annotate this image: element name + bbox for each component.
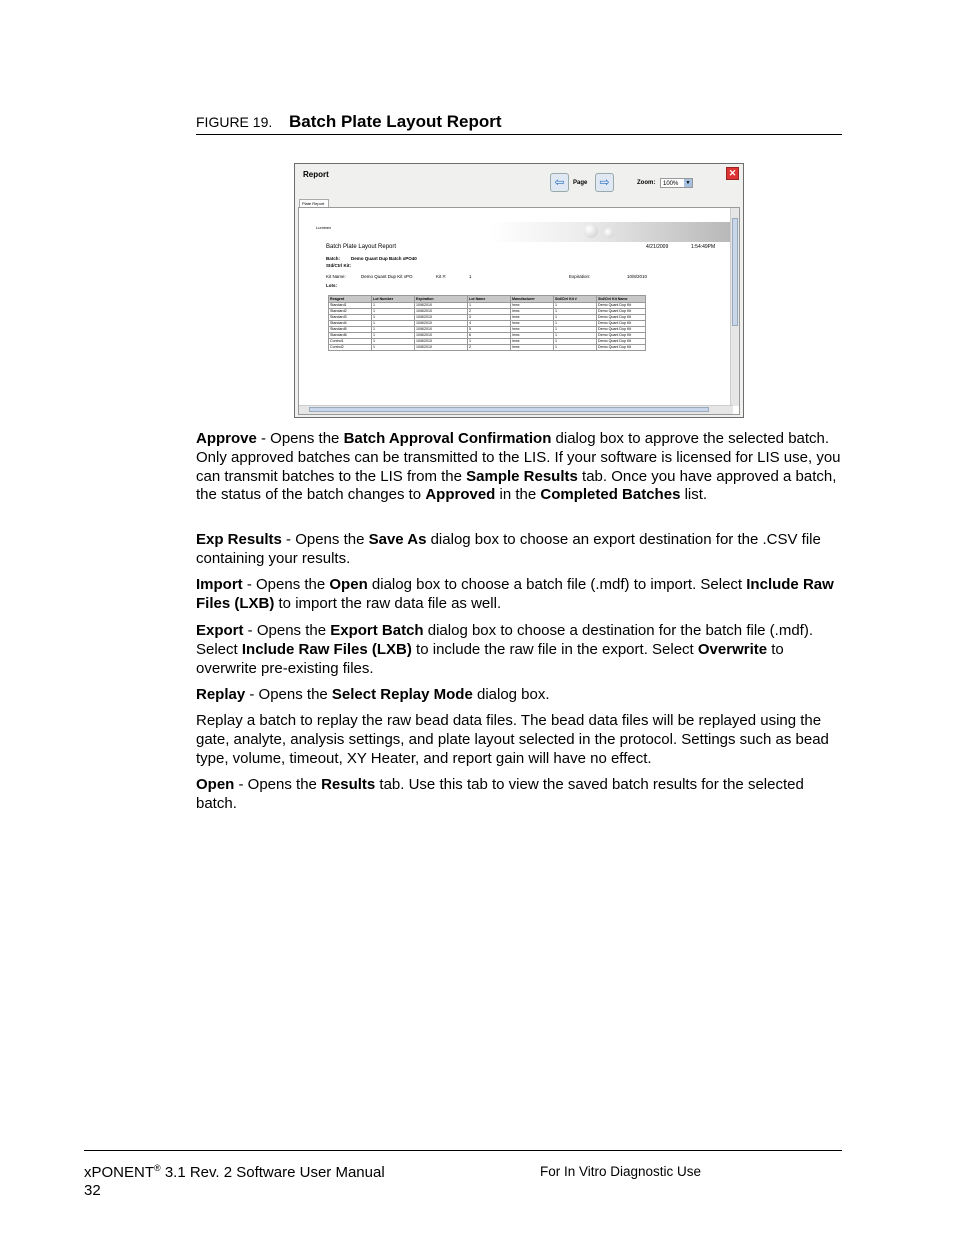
term: Include Raw Files (LXB)	[196, 576, 834, 612]
table-cell: lmnx	[511, 321, 554, 327]
intended-use: For In Vitro Diagnostic Use	[540, 1164, 702, 1179]
text: - Opens the	[281, 531, 369, 548]
table-row	[329, 345, 646, 351]
table-cell: lmnx	[511, 327, 554, 333]
table-cell: 1	[468, 339, 511, 345]
export-description	[196, 622, 846, 678]
term: Batch Approval Confirmation	[343, 430, 552, 447]
term: Export	[196, 622, 244, 639]
banner-decoration	[584, 224, 598, 238]
table-cell: Demo Quant Dup Kit	[597, 309, 646, 315]
expiration-value: 10/8/2010	[627, 274, 648, 279]
table-cell: 2	[468, 309, 511, 315]
banner-decoration	[604, 228, 614, 238]
table-cell: 1	[554, 339, 597, 345]
arrow-right-icon: ⇨	[599, 175, 610, 189]
term: Include Raw Files (LXB)	[241, 640, 412, 658]
kit-name-label: Kit Name:	[326, 274, 346, 279]
table-cell: 10/8/2010	[415, 303, 468, 309]
table-cell: 1	[554, 333, 597, 339]
table-cell: Standard6	[329, 333, 372, 339]
table-cell: 10/8/2010	[415, 309, 468, 315]
text: - Opens the	[234, 776, 322, 793]
report-pane	[298, 207, 740, 415]
tab-plate-report[interactable]: Plate Report	[299, 199, 329, 207]
column-header: Expiration	[415, 296, 468, 303]
table-cell: 1	[554, 315, 597, 321]
replay-description	[196, 686, 846, 705]
scrollbar-thumb[interactable]	[732, 218, 738, 326]
table-cell: 1	[372, 333, 415, 339]
lots-table	[328, 295, 646, 351]
term: Export Batch	[330, 622, 424, 639]
text: in the	[495, 486, 541, 504]
std-ctrl-kit-label: Std/Ctrl Kit:	[326, 263, 351, 268]
table-cell: Control1	[329, 339, 372, 345]
table-cell: Standard3	[329, 315, 372, 321]
import-description	[196, 576, 846, 614]
report-window-title: Report	[303, 170, 329, 179]
manual-title	[84, 1163, 385, 1181]
table-cell: 6	[468, 333, 511, 339]
table-cell: lmnx	[511, 333, 554, 339]
zoom-select[interactable]	[660, 178, 693, 188]
scrollbar-thumb[interactable]	[309, 407, 709, 412]
lots-label: Lots:	[326, 283, 337, 288]
table-cell: lmnx	[511, 303, 554, 309]
batch-value: Demo Quant Dup Batch xPO40	[351, 256, 417, 261]
text: to overwrite pre-existing files.	[196, 640, 784, 677]
luminex-logo: Luminex	[316, 225, 332, 230]
table-cell: Demo Quant Dup Kit	[597, 315, 646, 321]
column-header: Lot Number	[372, 296, 415, 303]
table-cell: 1	[372, 345, 415, 351]
table-cell: Demo Quant Dup Kit	[597, 339, 646, 345]
term: Sample Results	[466, 467, 578, 485]
exp-results-description	[196, 531, 846, 569]
text: dialog box to choose an export destination for the .CSV file containing your results.	[196, 531, 821, 567]
figure-number: FIGURE 19.	[196, 114, 273, 130]
table-cell: lmnx	[511, 339, 554, 345]
table-cell: Standard5	[329, 327, 372, 333]
term: Approved	[425, 486, 496, 504]
text: - Opens the	[256, 430, 344, 447]
term: Approve	[196, 430, 257, 447]
report-date: 4/21/2009	[646, 244, 669, 250]
term: Open	[196, 776, 235, 793]
table-cell: 10/8/2010	[415, 327, 468, 333]
table-cell: Standard2	[329, 309, 372, 315]
text: - Opens the	[242, 576, 330, 593]
table-cell: 1	[372, 327, 415, 333]
table-cell: 10/8/2010	[415, 333, 468, 339]
registered-mark: ®	[154, 1163, 161, 1173]
table-cell: Demo Quant Dup Kit	[597, 303, 646, 309]
table-cell: 10/8/2010	[415, 345, 468, 351]
kit-number-value: 1	[469, 274, 472, 279]
column-header: Reagent	[329, 296, 372, 303]
text: tab. Use this tab to view the saved batch results for the selected batch.	[196, 776, 804, 812]
term: Select Replay Mode	[331, 686, 473, 703]
table-cell: 1	[554, 327, 597, 333]
table-cell: 1	[554, 309, 597, 315]
text: dialog box to approve the selected batch. Only approved batches can be transmitted to the LIS. If your software is licensed for LIS use, you can transmit batches to the LIS from the	[196, 430, 841, 485]
report-banner	[489, 222, 734, 242]
page-label: Page	[573, 180, 588, 186]
term: Exp Results	[196, 531, 282, 548]
term: Import	[196, 576, 243, 593]
term: Open	[329, 576, 368, 593]
chevron-down-icon: ▼	[685, 180, 691, 186]
table-cell: lmnx	[511, 345, 554, 351]
batch-label: Batch:	[326, 256, 341, 261]
approve-description	[196, 430, 846, 505]
table-cell: Demo Quant Dup Kit	[597, 327, 646, 333]
table-cell: 10/8/2010	[415, 315, 468, 321]
term: Results	[321, 776, 376, 793]
text: list.	[680, 486, 708, 504]
text: dialog box to choose a destination for the batch file (.mdf). Select	[196, 622, 813, 658]
page-number: 32	[84, 1182, 101, 1199]
term: Save As	[368, 531, 427, 548]
text: to include the raw file in the export. Select	[411, 640, 698, 658]
table-cell: 1	[372, 321, 415, 327]
column-header: Std/Ctrl Kit Name	[597, 296, 646, 303]
kit-number-label: Kit #:	[436, 274, 447, 279]
text: dialog box.	[472, 686, 550, 703]
text: dialog box to choose a batch file (.mdf) to import. Select	[367, 576, 747, 593]
horizontal-scrollbar[interactable]	[299, 405, 733, 414]
text: - Opens the	[243, 622, 331, 639]
table-cell: 4	[468, 321, 511, 327]
table-cell: 2	[468, 345, 511, 351]
table-cell: lmnx	[511, 309, 554, 315]
column-header: Lot Name	[468, 296, 511, 303]
table-cell: Demo Quant Dup Kit	[597, 321, 646, 327]
table-cell: 1	[372, 309, 415, 315]
open-description	[196, 776, 846, 814]
table-cell: Standard4	[329, 321, 372, 327]
term: Completed Batches	[540, 486, 681, 504]
table-header-row	[329, 296, 646, 303]
expiration-label: Expiration:	[569, 274, 591, 279]
table-cell: 10/8/2010	[415, 321, 468, 327]
arrow-left-icon: ⇦	[554, 175, 565, 189]
table-cell: 1	[554, 303, 597, 309]
table-cell: 1	[554, 345, 597, 351]
zoom-value: 100%	[663, 181, 679, 187]
figure-caption	[196, 112, 842, 135]
next-page-button[interactable]	[595, 173, 614, 192]
kit-name-value: Demo Quant Dup Kit xPO	[361, 274, 413, 279]
report-title: Batch Plate Layout Report	[326, 244, 397, 250]
text: tab. Once you have approved a batch, the status of the batch changes to	[196, 467, 837, 504]
report-time: 1:54:49PM	[691, 244, 716, 250]
column-header: Std/Ctrl Kit #	[554, 296, 597, 303]
table-cell: 3	[468, 315, 511, 321]
text: to import the raw data file as well.	[274, 594, 502, 612]
column-header: Manufacturer	[511, 296, 554, 303]
product-name: xPONENT	[84, 1164, 155, 1181]
table-cell: Demo Quant Dup Kit	[597, 333, 646, 339]
table-cell: Demo Quant Dup Kit	[597, 345, 646, 351]
zoom-label: Zoom:	[637, 180, 656, 186]
previous-page-button[interactable]	[550, 173, 569, 192]
table-cell: 10/8/2010	[415, 339, 468, 345]
footer-divider	[84, 1150, 842, 1151]
close-icon[interactable]: ✕	[726, 167, 739, 180]
table-cell: 1	[372, 339, 415, 345]
term: Overwrite	[697, 640, 768, 658]
figure-title: Batch Plate Layout Report	[289, 112, 502, 131]
manual-version: 3.1 Rev. 2 Software User Manual	[160, 1164, 385, 1181]
table-cell: Control2	[329, 345, 372, 351]
table-cell: 1	[554, 321, 597, 327]
table-cell: 5	[468, 327, 511, 333]
replay-details: Replay a batch to replay the raw bead data files. The bead data files will be replayed using the gate, analyte, analysis settings, and plate layout selected in the protocol. Settings such as bead type, volume, timeout, XY Heater, and report gain will have no effect.	[196, 712, 829, 767]
table-cell: 1	[372, 303, 415, 309]
report-window	[294, 163, 744, 418]
vertical-scrollbar[interactable]	[730, 208, 739, 406]
table-cell: lmnx	[511, 315, 554, 321]
table-cell: 1	[372, 315, 415, 321]
table-cell: 1	[468, 303, 511, 309]
term: Replay	[196, 686, 246, 703]
table-cell: Standard1	[329, 303, 372, 309]
text: - Opens the	[245, 686, 332, 703]
